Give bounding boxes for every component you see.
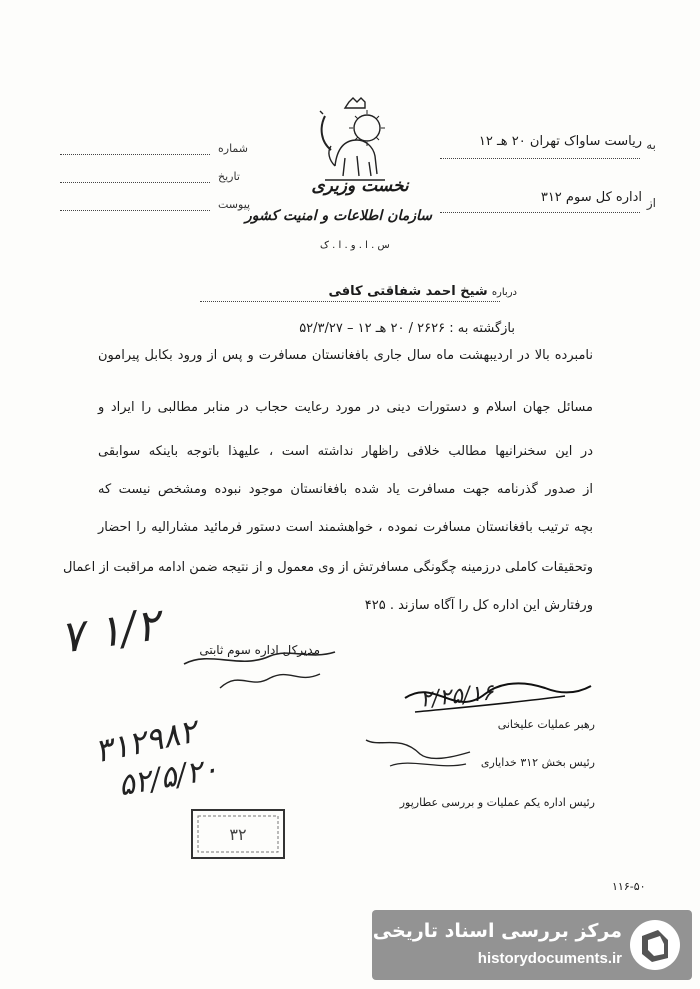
body-line: ورفتارش این اداره کل را آگاه سازند . ۴۲۵ — [364, 598, 593, 613]
history-documents-logo-icon — [628, 918, 682, 972]
body-line: در این سخنرانیها مطالب خلافی راظهار نداشته است ، علیهذا باتوجه باینکه سوابقی — [98, 444, 593, 459]
body-line: نامبرده بالا در اردیبهشت ماه سال جاری بافغانستان مسافرت و پس از ورود بکابل پیرامون — [98, 348, 593, 363]
attachment-label: پیوست — [218, 198, 251, 211]
to-value: ریاست ساواک تهران ۲۰ هـ ۱۲ — [478, 134, 642, 149]
watermark-banner — [372, 910, 692, 980]
signature-section-head: رئیس بخش ۳۱۲ خداياری — [480, 756, 595, 769]
body-line: بچه ترتیب بافغانستان مسافرت نموده ، خواهشمند است دستور فرمائید مشارالیه را احضار — [98, 520, 593, 535]
signature-scribble — [395, 668, 595, 728]
handwritten-sig-date: ۲/۲۵/۱۶ — [418, 680, 496, 713]
signature-scribble — [360, 728, 480, 774]
watermark-title: مرکز بررسی اسناد تاریخی — [372, 920, 622, 942]
to-label: به — [646, 138, 656, 152]
date-label: تاریخ — [218, 170, 240, 183]
body-line: وتحقیقات کاملی درزمینه چگونگی مسافرتش از وی معمول و از نتیجه ضمن ادامه مراقبت از اعمال — [62, 560, 593, 575]
reference-line: بازگشته به : ۲۶۲۶ / ۲۰ هـ ۱۲ – ۵۲/۳/۲۷ — [299, 321, 515, 336]
from-value: اداره کل سوم ۳۱۲ — [540, 190, 642, 205]
body-line: مسائل جهان اسلام و دستورات دینی در مورد رعایت حجاب در منابر مطالبی را ایراد و — [98, 400, 593, 415]
subject-label: درباره — [491, 287, 517, 298]
letterhead-subtitle: سازمان اطلاعات و امنیت کشور — [245, 208, 432, 224]
number-label: شماره — [218, 142, 249, 155]
signature-ops-leader: رهبر عملیات علیخانی — [497, 718, 595, 731]
received-stamp-icon — [190, 808, 286, 860]
letterhead-title: نخست وزیری — [311, 176, 409, 196]
from-dots — [440, 212, 640, 213]
handwritten-margin-note: ۱/۲ ۷ — [56, 599, 163, 664]
to-dots — [440, 158, 640, 159]
from-label: از — [646, 196, 656, 210]
subject-value: شیخ احمد شفاقتی کافی — [328, 284, 488, 299]
svg-text:۳۲: ۳۲ — [229, 825, 247, 844]
letterhead-ref-code: س . ا . و . ا . ک — [320, 240, 390, 251]
signature-director: مدیرکل اداره سوم ثابتی — [199, 643, 320, 657]
handwritten-date-note: ۵۲/۵/۲۰ — [115, 751, 222, 804]
date-dots — [60, 182, 210, 183]
handwritten-number-note: ۳۱۲۹۸۲ — [91, 711, 200, 771]
body-line: از صدور گذرنامه جهت مسافرت یاد شده بافغانستان موجود نبوده ومشخص نیست که — [98, 482, 593, 497]
signature-review-head: رئیس اداره یکم عملیات و بررسی عطارپور — [399, 796, 595, 809]
subject-line — [328, 284, 517, 299]
document-code: ۱۱۶-۵۰ — [612, 880, 646, 893]
lion-and-sun-emblem-icon — [305, 96, 405, 186]
signature-scribble — [180, 640, 340, 700]
watermark-url: historydocuments.ir — [477, 950, 622, 967]
subject-underline — [200, 301, 500, 302]
number-dots — [60, 154, 210, 155]
attachment-dots — [60, 210, 210, 211]
